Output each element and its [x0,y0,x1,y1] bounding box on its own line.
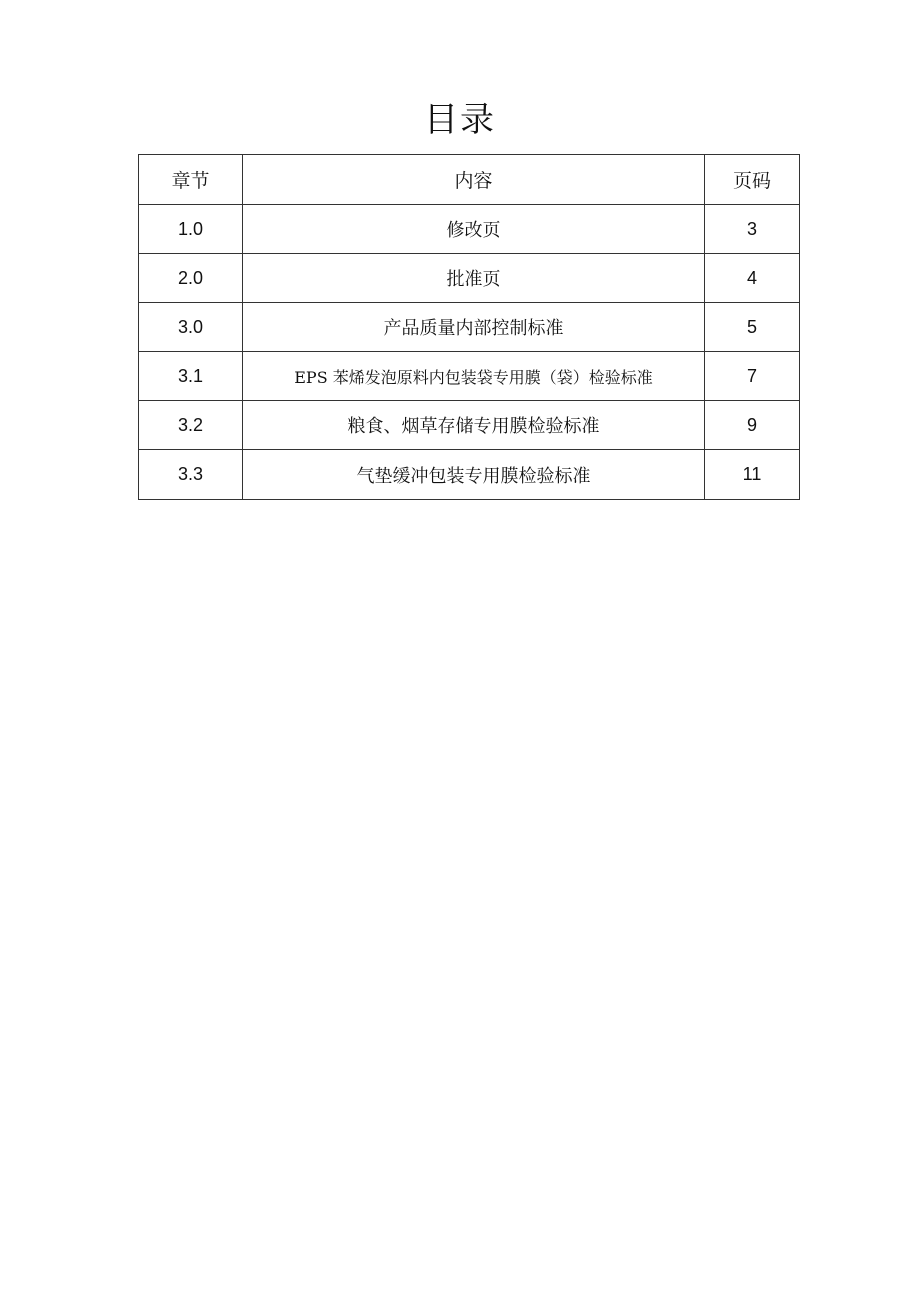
row-content: 修改页 [243,205,705,254]
row-page: 11 [705,450,800,500]
row-chapter: 3.0 [139,303,243,352]
row-page: 5 [705,303,800,352]
row-content: EPS 苯烯发泡原料内包装袋专用膜（袋）检验标准 [243,352,705,401]
row-content: 批准页 [243,254,705,303]
row-page: 7 [705,352,800,401]
header-page: 页码 [705,155,800,205]
row-content: 产品质量内部控制标准 [243,303,705,352]
row-chapter: 2.0 [139,254,243,303]
table-row [139,352,800,401]
table-row [139,450,800,500]
table-header-row [139,155,800,205]
table-row [139,205,800,254]
row-page: 4 [705,254,800,303]
table-row [139,401,800,450]
header-content: 内容 [243,155,705,205]
row-content: 粮食、烟草存储专用膜检验标准 [243,401,705,450]
row-chapter: 3.1 [139,352,243,401]
row-chapter: 1.0 [139,205,243,254]
row-chapter: 3.2 [139,401,243,450]
row-page: 3 [705,205,800,254]
table-row [139,254,800,303]
row-page: 9 [705,401,800,450]
row-chapter: 3.3 [139,450,243,500]
toc-table [138,154,800,500]
header-chapter: 章节 [139,155,243,205]
page-title: 目录 [424,100,496,140]
table-row [139,303,800,352]
row-content: 气垫缓冲包装专用膜检验标准 [243,450,705,500]
